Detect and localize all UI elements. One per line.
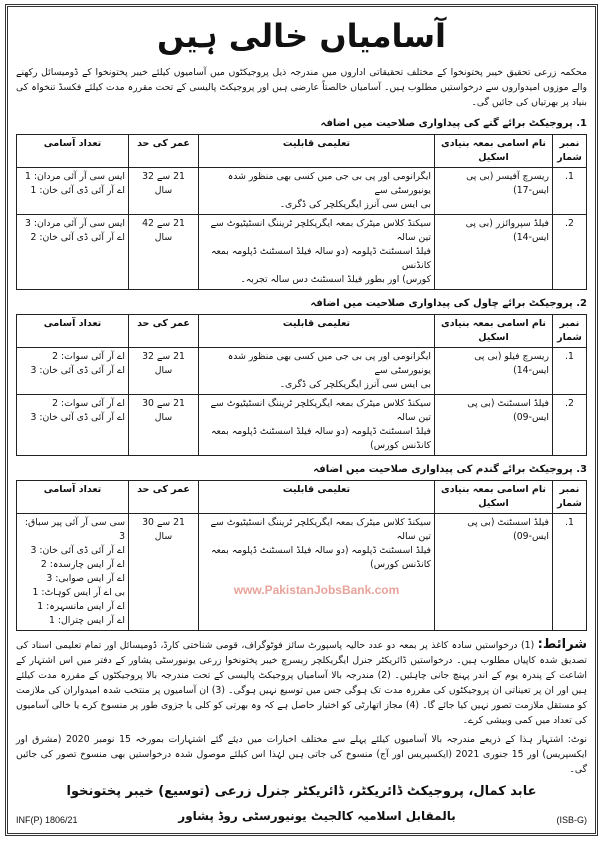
cell-vacancies — [17, 215, 129, 290]
header-age: عمر کی حد — [129, 315, 199, 348]
vacancy-sections — [16, 116, 587, 631]
cell-age — [129, 168, 199, 215]
qualification-line: سیکنڈ کلاس میٹرک بمعہ ایگریکلچر ٹریننگ انسٹیٹیوٹ سے تین سالہ — [210, 398, 431, 423]
header-qualification: تعلیمی قابلیت — [199, 315, 435, 348]
conditions-block — [16, 637, 587, 728]
serial-value: 2. — [565, 218, 574, 229]
name-value: فیلڈ اسسٹنٹ (بی پی ایس-09) — [467, 517, 549, 542]
vacancy-table — [16, 314, 587, 456]
name-value: فیلڈ سپروائزر (بی پی ایس-14) — [465, 218, 549, 243]
vacancies-line: بی اے آر ایس کوہاٹ: 1 — [32, 587, 125, 598]
header-name: نام اسامی بمعہ بنیادی اسکیل — [435, 315, 553, 348]
cell-qualification — [199, 514, 435, 631]
cell-age — [129, 215, 199, 290]
vacancy-table — [16, 480, 587, 631]
cell-name — [435, 168, 553, 215]
age-value: 21 سے 30 سال — [142, 517, 185, 542]
footer — [16, 807, 587, 825]
header-serial: نمبر شمار — [553, 135, 587, 168]
cell-serial — [553, 395, 587, 456]
conditions-label: شرائط: — [537, 637, 587, 652]
vacancies-line: ایس سی آر آئی مردان: 1 — [24, 171, 125, 182]
section-heading: 2. پروجیکٹ برائے چاول کی پیداواری صلاحیت میں اضافہ — [310, 298, 587, 309]
serial-value: 1. — [565, 171, 574, 182]
cell-serial — [553, 168, 587, 215]
cell-qualification — [199, 215, 435, 290]
cell-vacancies — [17, 168, 129, 215]
vacancies-line: اے آر ایس چارسدہ: 2 — [40, 559, 125, 570]
cell-vacancies — [17, 395, 129, 456]
qualification-line: سیکنڈ کلاس میٹرک بمعہ ایگریکلچر ٹریننگ انسٹیٹیوٹ سے تین سالہ — [210, 517, 431, 542]
cell-age — [129, 395, 199, 456]
header-vacancies: تعداد آسامی — [17, 481, 129, 514]
signature: عابد کمال، پروجیکٹ ڈائریکٹر، ڈائریکٹر جنرل زرعی (توسیع) خیبر پختونخوا — [66, 784, 537, 799]
serial-value: 1. — [565, 517, 574, 528]
table-row — [17, 215, 587, 290]
vacancies-line: اے آر ایس چترال: 1 — [48, 615, 125, 626]
serial-value: 1. — [565, 351, 574, 362]
note-text: نوٹ: اشتہار ہذا کے ذریعے مندرجہ بالا آسامیوں کیلئے پہلے سے مختلف اخبارات میں دیئے گئے اشتہارات بمورخہ 15 نومبر 2020 (مشرق اور ایکسپریس) اور 15 جنوری 2021 (ایکسپریس اور آج) منسوخ کی جاتی ہیں لہٰذا اس کیلئے موصول شدہ درخواستیں بھی منسوخ تصور کی جائیں گی۔ — [16, 734, 588, 775]
vacancies-line: سی سی آر آئی پیر سباق: 3 — [24, 517, 125, 542]
age-value: 21 سے 32 سال — [142, 351, 185, 376]
table-header-row — [17, 481, 587, 514]
conditions-text: (1) درخواستیں سادہ کاغذ پر بمعہ دو عدد حالیہ پاسپورٹ سائز فوٹوگراف، قومی شناختی کارڈ، ڈومیسائل اور تمام تعلیمی اسناد کی تصدیق شدہ کاپیاں مطلوب ہیں۔ درخواستیں ڈائریکٹر جنرل ایگریکلچر ریسرچ خیبر پختونخوا زرعی یونیورسٹی پشاور کے دفتر میں اس اشتہار کے اشاعت کے پندرہ یوم کے اندر پہنچ جانی چاہئیں۔ (2) مندرجہ بالا آسامیاں پروجیکٹ پالیسی کے تحت مندرجہ بالا پروجیکٹوں کے مقررہ مدت کیلئے ہیں اور ان پر تعیناتی ان پروجیکٹوں کی مقررہ مدت تک ہوگی جس میں توسیع نہیں ہوگی۔ (3) ان آسامیوں پر منتخب شدہ امیدواران کی ملازمت کو مستقل ملازمت تصور نہیں کیا جائے گا۔ (4) مجاز اتھارٹی کو اختیار حاصل ہے کہ وہ بھرتی کو کلی یا جزوی طور پر منسوخ کرے یا خالی آسامیوں کی تعداد میں کمی وبیشی کرے۔ — [16, 640, 587, 726]
header-serial: نمبر شمار — [553, 481, 587, 514]
qualification-line: بی ایس سی آنرز ایگریکلچر کی ڈگری۔ — [279, 379, 431, 390]
intro-text: محکمہ زرعی تحقیق خیبر پختونخوا کے مختلف تحقیقاتی اداروں میں مندرجہ ذیل پروجیکٹوں میں آسامیوں کیلئے خیبر پختونخوا کے ڈومیسائل رکھنے والے موزوں امیدواروں سے درخواستیں مطلوب ہیں۔ آسامیاں خالصتاً عارضی ہیں اور پروجیکٹ پالیسی کے تحت مقررہ مدت کیلئے فکسڈ تنخواہ کی بنیاد پر بھرتیاں کی جائیں گی۔ — [16, 67, 587, 108]
cell-serial — [553, 514, 587, 631]
vacancies-line: اے آر ایس صوابی: 3 — [46, 573, 125, 584]
header-age: عمر کی حد — [129, 135, 199, 168]
vacancies-line: اے آر آئی ڈی آئی خان: 1 — [30, 185, 125, 196]
table-row — [17, 514, 587, 631]
qualification-line: سیکنڈ کلاس میٹرک بمعہ ایگریکلچر ٹریننگ انسٹیٹیوٹ سے تین سالہ — [210, 218, 431, 243]
table-header-row — [17, 135, 587, 168]
vacancies-line: اے آر آئی سوات: 2 — [52, 351, 125, 362]
cell-serial — [553, 348, 587, 395]
qualification-line: ایگرانومی اور پی بی جی میں کسی بھی منظور شدہ یونیورسٹی سے — [227, 351, 431, 376]
cell-name — [435, 348, 553, 395]
cell-name — [435, 514, 553, 631]
header-qualification: تعلیمی قابلیت — [199, 135, 435, 168]
vacancies-line: اے آر آئی ڈی آئی خان: 3 — [30, 365, 125, 376]
age-value: 21 سے 42 سال — [142, 218, 185, 243]
age-value: 21 سے 32 سال — [142, 171, 185, 196]
header-name: نام اسامی بمعہ بنیادی اسکیل — [435, 481, 553, 514]
table-row — [17, 348, 587, 395]
cell-name — [435, 395, 553, 456]
header-name: نام اسامی بمعہ بنیادی اسکیل — [435, 135, 553, 168]
cell-qualification — [199, 168, 435, 215]
qualification-line: بی ایس سی آنرز ایگریکلچر کی ڈگری۔ — [279, 199, 431, 210]
vacancies-line: اے آر آئی ڈی آئی خان: 3 — [30, 545, 125, 556]
vacancies-line: ایس سی آر آئی مردان: 3 — [24, 218, 125, 229]
name-value: فیلڈ اسسٹنٹ (بی پی ایس-09) — [467, 398, 549, 423]
header-serial: نمبر شمار — [553, 315, 587, 348]
address: بالمقابل اسلامیہ کالجیٹ یونیورسٹی روڈ پشاور — [178, 809, 456, 823]
section-heading: 3. پروجیکٹ برائے گندم کی پیداواری صلاحیت میں اضافہ — [313, 464, 587, 475]
name-value: ریسرچ آفیسر (بی پی ایس-17) — [466, 171, 549, 196]
header-vacancies: تعداد آسامی — [17, 135, 129, 168]
qualification-line: فیلڈ اسسٹنٹ ڈپلومہ (دو سالہ فیلڈ اسسٹنٹ ڈپلومہ بمعہ کانڈنس — [211, 246, 431, 271]
ref-code-right: (ISB-G) — [556, 815, 587, 825]
watermark: www.PakistanJobsBank.com — [233, 583, 400, 597]
header-vacancies: تعداد آسامی — [17, 315, 129, 348]
cell-vacancies — [17, 514, 129, 631]
vacancies-line: اے آر آئی سوات: 2 — [52, 398, 125, 409]
cell-age — [129, 514, 199, 631]
cell-name — [435, 215, 553, 290]
table-row — [17, 168, 587, 215]
vacancy-table — [16, 134, 587, 290]
qualification-line: ایگرانومی اور پی بی جی میں کسی بھی منظور شدہ یونیورسٹی سے — [227, 171, 431, 196]
age-value: 21 سے 30 سال — [142, 398, 185, 423]
section-heading: 1. پروجیکٹ برائے گنے کی پیداواری صلاحیت میں اضافہ — [320, 118, 587, 129]
cell-vacancies — [17, 348, 129, 395]
qualification-line: فیلڈ اسسٹنٹ ڈپلومہ (دو سالہ فیلڈ اسسٹنٹ ڈپلومہ بمعہ کانڈنس کورس) — [211, 426, 431, 451]
qualification-line: کورس) اور بطور فیلڈ اسسٹنٹ دس سالہ تجربہ۔ — [240, 274, 431, 285]
header-age: عمر کی حد — [129, 481, 199, 514]
cell-serial — [553, 215, 587, 290]
cell-age — [129, 348, 199, 395]
header-qualification: تعلیمی قابلیت — [199, 481, 435, 514]
serial-value: 2. — [565, 398, 574, 409]
advertisement-border — [5, 4, 598, 836]
cell-qualification — [199, 395, 435, 456]
table-row — [17, 395, 587, 456]
vacancies-line: اے آر آئی ڈی آئی خان: 3 — [30, 412, 125, 423]
ad-title: آسامیاں خالی ہیں — [156, 17, 446, 55]
table-header-row — [17, 315, 587, 348]
name-value: ریسرچ فیلو (بی پی ایس-14) — [474, 351, 549, 376]
vacancies-line: اے آر ایس مانسہرہ: 1 — [37, 601, 125, 612]
qualification-line: فیلڈ اسسٹنٹ ڈپلومہ (دو سالہ فیلڈ اسسٹنٹ ڈپلومہ بمعہ کانڈنس کورس) — [211, 545, 431, 570]
vacancies-line: اے آر آئی ڈی آئی خان: 2 — [30, 232, 125, 243]
cell-qualification — [199, 348, 435, 395]
ref-code-left: INF(P) 1806/21 — [16, 815, 78, 825]
